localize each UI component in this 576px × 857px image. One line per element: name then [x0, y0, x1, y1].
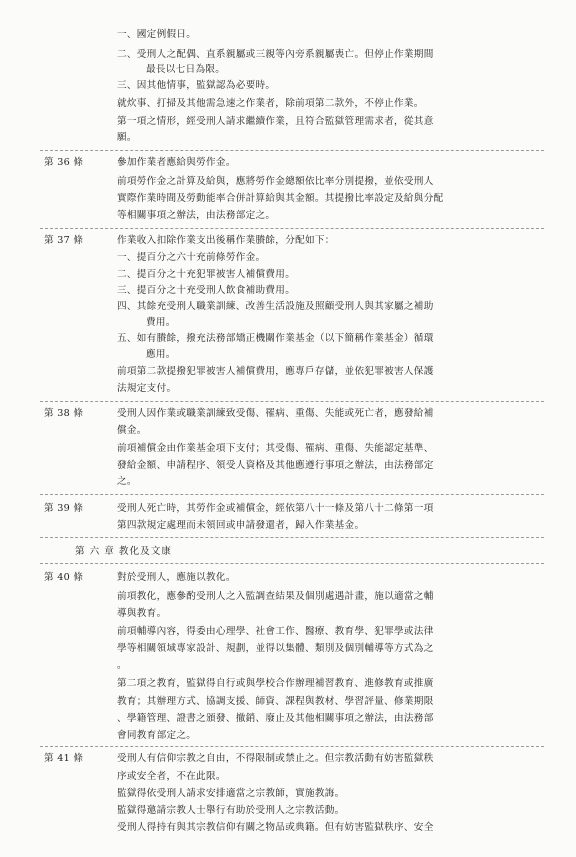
- article-line: 應用。: [146, 349, 176, 360]
- article-divider: [40, 494, 544, 495]
- article-line: 前項勞作金之計算及給與，應將勞作金總額依比率分別提撥，並依受刑人: [117, 176, 434, 187]
- article-line: 受刑人得持有與其宗教信仰有關之物品或典籍。但有妨害監獄秩序、安全: [117, 822, 434, 833]
- clause-line: 就炊事、打掃及其他需急速之作業者，除前項第二款外，不停止作業。: [117, 98, 424, 109]
- article-line: 三、提百分之十充受刑人飲食補助費用。: [117, 285, 296, 296]
- article-line: 監獄得依受刑人請求安排適當之宗教師，實施教誨。: [117, 788, 345, 799]
- article-line: 受刑人因作業或職業訓練致受傷、罹病、重傷、失能或死亡者，應發給補: [117, 408, 434, 419]
- article-line: 參加作業者應給與勞作金。: [117, 157, 236, 168]
- article-line: 法規定支付。: [117, 383, 177, 394]
- clause-line: 一、國定例假日。: [117, 29, 197, 40]
- article-line: 受刑人有信仰宗教之自由，不得限制或禁止之。但宗教活動有妨害監獄秩: [117, 753, 434, 764]
- article-line: 前項教化，應參酌受刑人之入監調查結果及個別處遇計畫，施以適當之輔: [117, 591, 434, 602]
- article-line: 償金。: [117, 425, 147, 436]
- article-divider: [40, 537, 544, 538]
- article-line: 發給金額、申請程序、領受人資格及其他應遵行事項之辦法，由法務部定: [117, 460, 434, 471]
- article-line: 前項第二款提撥犯罪被害人補償費用，應專戶存儲，並依犯罪被害人保護: [117, 366, 434, 377]
- article-line: 受刑人死亡時，其勞作金或補償金，經依第八十一條及第八十二條第一項: [117, 503, 434, 514]
- article-divider: [40, 746, 544, 747]
- article-line: 第四款規定處理而未領回或申請發還者，歸入作業基金。: [117, 520, 365, 531]
- article-divider: [40, 401, 544, 402]
- article-line: 四、其餘充受刑人職業訓練、改善生活設施及照顧受刑人與其家屬之補助: [117, 301, 434, 312]
- article-number: 第 41 條: [44, 753, 84, 764]
- article-line: 等相關事項之辦法，由法務部定之。: [117, 210, 276, 221]
- article-line: 對於受刑人，應施以教化。: [117, 572, 236, 583]
- clause-line: 三、因其他情事，監獄認為必要時。: [117, 80, 276, 91]
- article-line: 第二項之教育，監獄得自行或與學校合作辦理補習教育、進修教育或推廣: [117, 678, 434, 689]
- article-number: 第 37 條: [44, 235, 84, 246]
- article-number: 第 36 條: [44, 157, 84, 168]
- clause-line: 二、受刑人之配偶、直系親屬或三親等內旁系親屬喪亡。但停止作業期間: [117, 49, 434, 60]
- article-line: 。: [117, 660, 127, 671]
- article-line: 之。: [117, 476, 137, 487]
- article-number: 第 40 條: [44, 572, 84, 583]
- article-line: 會同教育部定之。: [117, 730, 197, 741]
- article-line: 五、如有賸餘，撥充法務部矯正機關作業基金（以下簡稱作業基金）循環: [117, 333, 434, 344]
- clause-line: 願。: [117, 132, 137, 143]
- clause-line: 第一項之情形，經受刑人請求繼續作業，且符合監獄管理需求者，從其意: [117, 116, 434, 127]
- article-line: 前項補償金由作業基金項下支付；其受傷、罹病、重傷、失能認定基準、: [117, 443, 434, 454]
- article-line: 前項輔導內容，得委由心理學、社會工作、醫療、教育學、犯罪學或法律: [117, 626, 434, 637]
- article-line: 實際作業時間及勞動能率合併計算給與其金額。其提撥比率設定及給與分配: [117, 193, 444, 204]
- clause-line: 最長以七日為限。: [146, 64, 226, 75]
- article-line: 導與教育。: [117, 608, 167, 619]
- article-line: 一、提百分之六十充前條勞作金。: [117, 252, 266, 263]
- article-number: 第 38 條: [44, 408, 84, 419]
- article-line: 作業收入扣除作業支出後稱作業賸餘，分配如下：: [117, 235, 335, 246]
- article-number: 第 39 條: [44, 503, 84, 514]
- article-line: 、學籍管理、證書之頒發、撤銷、廢止及其他相關事項之辦法，由法務部: [117, 713, 434, 724]
- article-divider: [40, 228, 544, 229]
- article-line: 監獄得邀請宗教人士舉行有助於受刑人之宗教活動。: [117, 805, 345, 816]
- article-line: 教育；其辦理方式、協調支援、師資、課程與教材、學習評量、修業期限: [117, 696, 434, 707]
- article-divider: [40, 150, 544, 151]
- article-line: 序或安全者，不在此限。: [117, 771, 226, 782]
- article-line: 費用。: [146, 317, 176, 328]
- article-divider: [40, 563, 544, 564]
- chapter-heading: 第 六 章 教化及文康: [75, 546, 172, 557]
- article-line: 二、提百分之十充犯罪被害人補償費用。: [117, 269, 296, 280]
- article-line: 學等相關領域專家設計、規劃，並得以集體、類別及個別輔導等方式為之: [117, 643, 434, 654]
